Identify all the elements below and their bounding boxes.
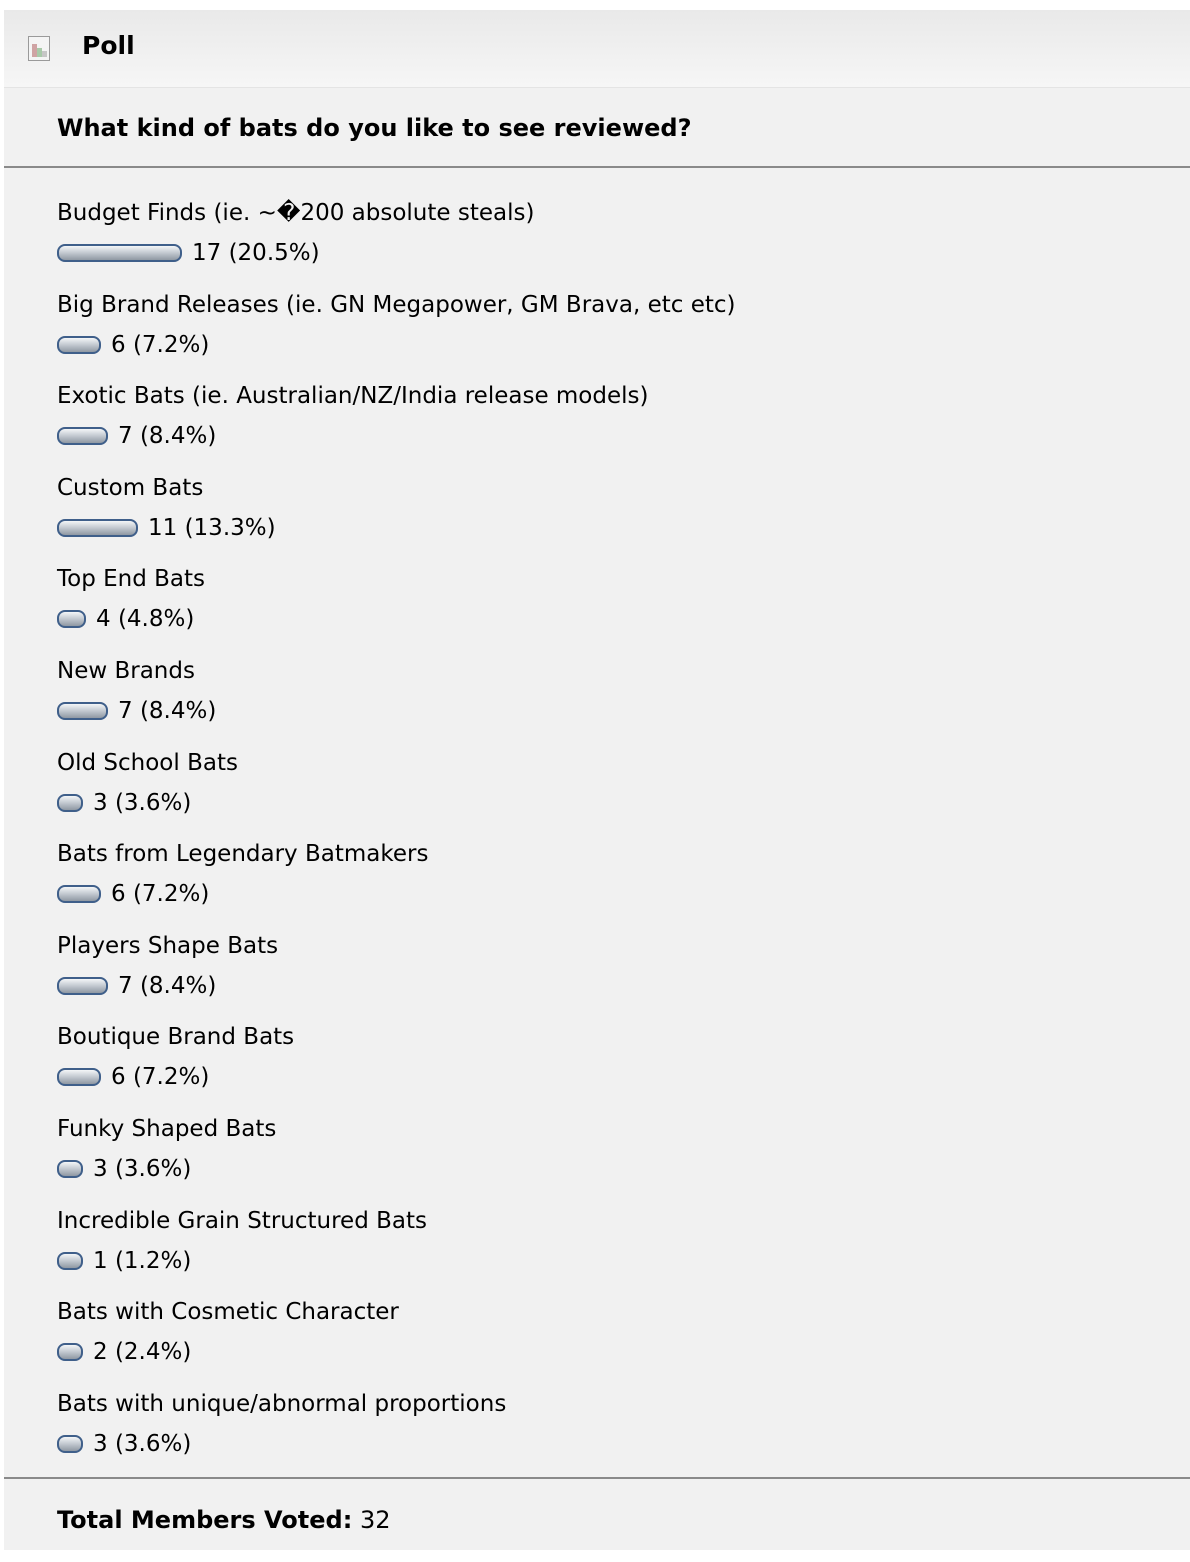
poll-option-result: [57, 1065, 209, 1089]
poll-result-bar: [57, 702, 108, 720]
poll-option-result: [57, 882, 209, 906]
poll-option-label: Players Shape Bats: [57, 933, 279, 959]
poll-option-label: Bats from Legendary Batmakers: [57, 841, 429, 867]
poll-option-votes: 3 (3.6%): [93, 1156, 192, 1182]
poll-option-label: Exotic Bats (ie. Australian/NZ/India release models): [57, 383, 649, 409]
poll-result-bar: [57, 610, 86, 628]
poll-panel: [4, 10, 1190, 1550]
poll-option-votes: 7 (8.4%): [118, 698, 217, 724]
poll-option-result: [57, 424, 216, 448]
poll-option-result: [57, 699, 216, 723]
poll-option-label: Custom Bats: [57, 475, 204, 501]
poll-option-votes: 3 (3.6%): [93, 790, 192, 816]
poll-question-row: [4, 88, 1190, 168]
poll-result-bar: [57, 427, 108, 445]
poll-option-result: [57, 1249, 191, 1273]
poll-option-label: Bats with unique/abnormal proportions: [57, 1391, 507, 1417]
poll-option-result: [57, 1157, 191, 1181]
poll-option-label: New Brands: [57, 658, 195, 684]
poll-option-votes: 1 (1.2%): [93, 1248, 192, 1274]
total-members-label: Total Members Voted:: [57, 1506, 353, 1534]
poll-option-result: [57, 1432, 191, 1456]
poll-option-result: [57, 791, 191, 815]
poll-question: What kind of bats do you like to see reviewed?: [57, 114, 692, 142]
poll-options-list: [4, 168, 1190, 1479]
poll-option-votes: 7 (8.4%): [118, 423, 217, 449]
poll-option-label: Big Brand Releases (ie. GN Megapower, GM Brava, etc etc): [57, 292, 736, 318]
poll-result-bar: [57, 1252, 83, 1270]
poll-result-bar: [57, 885, 101, 903]
poll-result-bar: [57, 244, 182, 262]
poll-option-result: [57, 1340, 191, 1364]
poll-option-votes: 6 (7.2%): [111, 332, 210, 358]
poll-option-result: [57, 241, 320, 265]
poll-result-bar: [57, 794, 83, 812]
poll-option-label: Top End Bats: [57, 566, 206, 592]
poll-option-label: Old School Bats: [57, 750, 238, 776]
poll-result-bar: [57, 336, 101, 354]
poll-option-votes: 11 (13.3%): [148, 515, 276, 541]
poll-option-votes: 3 (3.6%): [93, 1431, 192, 1457]
poll-option-votes: 6 (7.2%): [111, 1064, 210, 1090]
poll-result-bar: [57, 1343, 83, 1361]
poll-option-votes: 2 (2.4%): [93, 1339, 192, 1365]
poll-option-votes: 17 (20.5%): [192, 240, 320, 266]
poll-result-bar: [57, 1435, 83, 1453]
poll-total-row: [4, 1479, 1190, 1551]
poll-option-label: Incredible Grain Structured Bats: [57, 1208, 427, 1234]
total-members-value: 32: [359, 1506, 391, 1534]
poll-title: Poll: [82, 31, 135, 60]
poll-option-result: [57, 516, 276, 540]
poll-option-label: Boutique Brand Bats: [57, 1024, 295, 1050]
poll-option-votes: 4 (4.8%): [96, 606, 195, 632]
poll-total: [57, 1505, 391, 1535]
poll-option-result: [57, 333, 209, 357]
poll-option-result: [57, 974, 216, 998]
poll-option-votes: 6 (7.2%): [111, 881, 210, 907]
poll-option-label: Bats with Cosmetic Character: [57, 1299, 399, 1325]
poll-option-label: Funky Shaped Bats: [57, 1116, 277, 1142]
poll-option-result: [57, 607, 194, 631]
poll-result-bar: [57, 977, 108, 995]
poll-result-bar: [57, 519, 138, 537]
poll-option-votes: 7 (8.4%): [118, 973, 217, 999]
poll-header: [4, 10, 1190, 88]
poll-chart-icon: [28, 36, 50, 61]
poll-result-bar: [57, 1068, 101, 1086]
poll-result-bar: [57, 1160, 83, 1178]
poll-option-label: Budget Finds (ie. ~�200 absolute steals): [57, 200, 535, 226]
